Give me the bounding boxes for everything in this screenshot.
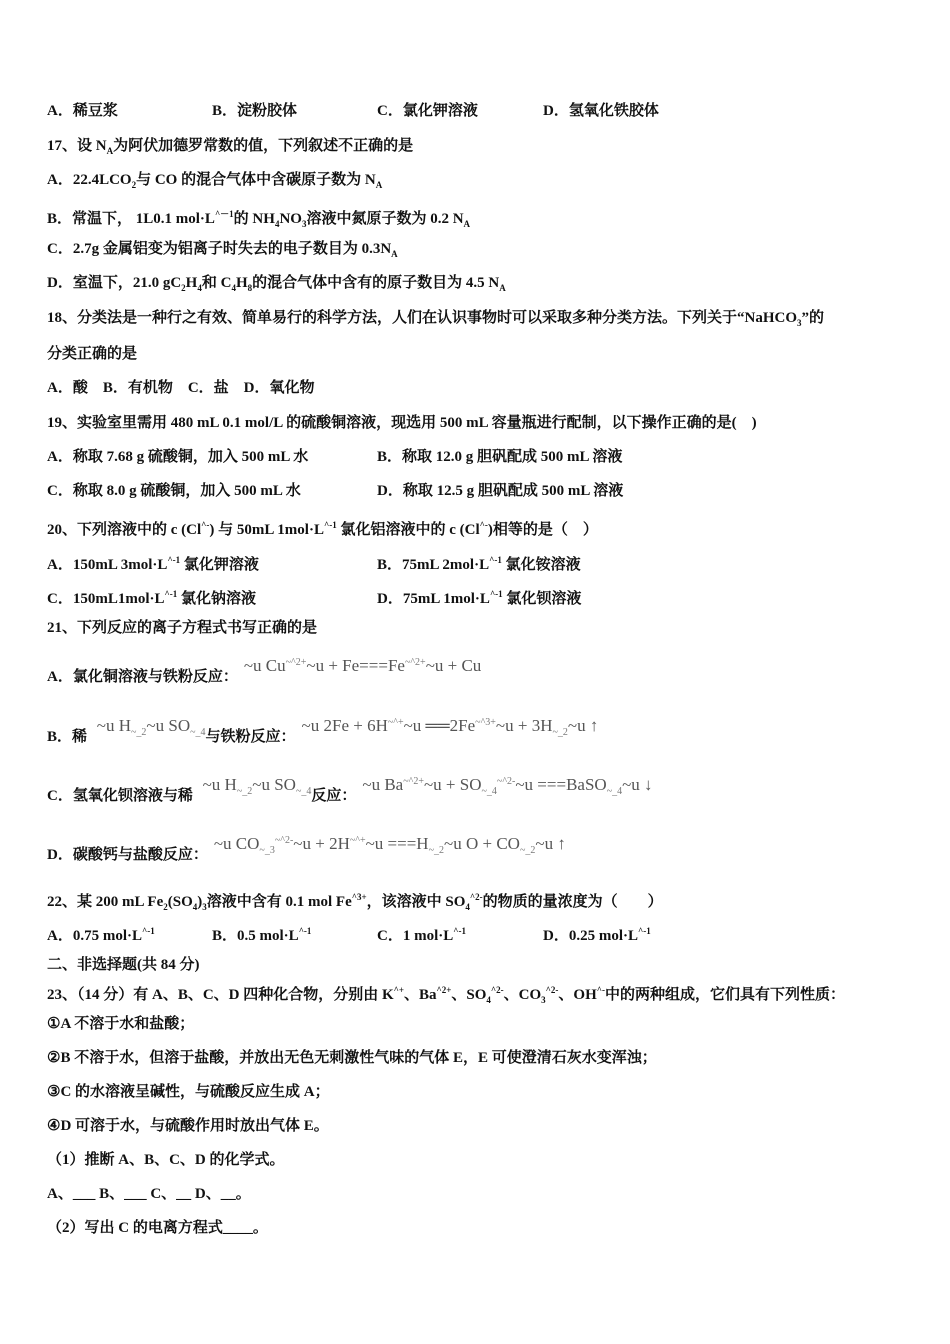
equation-part: ~u H <box>202 775 237 794</box>
text-segment: 21、下列反应的离子方程式书写正确的是 <box>47 620 318 636</box>
subscript: A <box>375 180 383 190</box>
text-segment: B．稀 <box>47 729 91 745</box>
text-segment: 17、设 N <box>47 138 107 154</box>
text-segment: 氯化铝溶液中的 c (Cl <box>336 522 480 538</box>
subscript: 4 <box>231 283 236 293</box>
text-segment: 、CO <box>503 987 542 1003</box>
text-segment: A．0.75 mol·L <box>47 928 143 944</box>
equation-part: ~^2+ <box>404 657 426 668</box>
supscript: ^+ <box>393 985 405 995</box>
equation-part: ~u O + CO <box>444 834 520 853</box>
text-segment: (SO <box>167 894 193 910</box>
text-segment: 二、非选择题(共 84 分) <box>47 957 200 973</box>
subscript: 3 <box>301 219 307 229</box>
subscript: 4 <box>486 995 491 1005</box>
text-segment: C．2.7g 金属铝变为铝离子时失去的电子数目为 0.3N <box>47 241 392 257</box>
equation-part: ~^2+ <box>403 776 424 787</box>
text-segment: 中的两种组成，它们具有下列性质： <box>604 987 845 1003</box>
supscript: ^3+ <box>351 892 367 902</box>
text-segment: 的混合气体中含有的原子数目为 4.5 N <box>252 275 500 291</box>
text-segment: 22、某 200 mL Fe <box>47 894 164 910</box>
supscript: ^2+ <box>436 985 452 995</box>
text-content <box>47 515 598 540</box>
supscript: ^2- <box>545 985 559 995</box>
text-segment: D．碳酸钙与盐酸反应： <box>47 847 208 863</box>
supscript: ^2- <box>490 985 504 995</box>
option-choice <box>47 584 256 609</box>
text-content <box>47 716 599 753</box>
text-segment: D．室温下，21.0 gC <box>47 275 182 291</box>
equation-part: ~u + SO <box>423 775 482 794</box>
subscript: 4 <box>197 283 202 293</box>
text-content <box>47 413 757 433</box>
equation-part: ~u ↓ <box>622 775 653 794</box>
text-content <box>47 955 200 975</box>
text-segment: B．常温下， 1L0.1 mol·L <box>47 211 215 227</box>
text-segment: 、Ba <box>404 987 437 1003</box>
subscript: A <box>106 146 114 156</box>
text-segment: C．氯化钾溶液 <box>377 103 478 119</box>
subscript: A <box>391 249 398 259</box>
text-segment: ②B 不溶于水，但溶于盐酸，并放出无色无刺激性气味的气体 E，E 可使澄清石灰水变浑浊； <box>47 1050 657 1066</box>
subscript: 3 <box>797 318 802 328</box>
equation-part: ~u ══2Fe <box>403 716 476 735</box>
text-content <box>47 1014 194 1034</box>
equation-part: ~_2 <box>428 845 445 856</box>
supscript: ^-1 <box>638 926 651 936</box>
equation-part: ~u CO <box>213 834 260 853</box>
equation-part: ~u 2Fe + 6H <box>301 716 388 735</box>
equation-part: ~_2 <box>236 786 253 797</box>
text-segment: 氯化铵溶液 <box>501 557 581 573</box>
option-choice <box>377 550 581 575</box>
text-segment: 氯化钡溶液 <box>502 591 582 607</box>
subscript: 2 <box>163 902 168 912</box>
supscript: ^-1 <box>164 589 178 599</box>
subscript: A <box>499 283 506 293</box>
text-segment: ”的 <box>801 310 825 326</box>
option-choice <box>543 921 651 946</box>
subscript: 2 <box>181 283 186 293</box>
text-segment: D．75mL 1mol·L <box>377 591 490 607</box>
supscript: ^-1 <box>323 520 337 530</box>
text-segment: ) <box>197 894 203 910</box>
supscript: ^- <box>201 520 210 530</box>
equation-part: ~_4 <box>295 786 312 797</box>
text-segment: 与 CO 的混合气体中含碳原子数为 N <box>136 172 376 188</box>
text-segment: B．淀粉胶体 <box>212 103 298 119</box>
text-segment: H <box>235 275 248 291</box>
text-content <box>47 1184 251 1204</box>
text-segment: 和 C <box>201 275 232 291</box>
text-segment: 为阿伏加德罗常数的值，下列叙述不正确的是 <box>113 138 414 154</box>
equation-part: ~^+ <box>387 717 404 728</box>
equation-part: ~u + Cu <box>425 656 482 675</box>
text-segment: ④D 可溶于水，与硫酸作用时放出气体 E。 <box>47 1118 329 1134</box>
option-choice <box>212 921 311 946</box>
equation-part: ~_4 <box>606 786 623 797</box>
text-content <box>47 136 413 161</box>
supscript: ^-1 <box>298 926 312 936</box>
supscript: ^-1 <box>489 555 502 565</box>
supscript: ^-1 <box>167 555 181 565</box>
text-content <box>47 239 398 264</box>
option-choice <box>377 584 581 609</box>
text-segment: （2）写出 C 的电离方程式____。 <box>47 1220 268 1236</box>
option-choice <box>47 550 259 575</box>
text-segment: 18、分类法是一种行之有效、简单易行的科学方法，人们在认识事物时可以采取多种分类方法。下列关于“NaHCO <box>47 310 798 326</box>
supscript: ^－1 <box>214 209 234 219</box>
equation-part: ~u + Fe===Fe <box>306 656 405 675</box>
text-segment: 分类正确的是 <box>47 346 138 362</box>
equation-part: ~u ↑ <box>567 716 599 735</box>
text-content <box>47 1048 657 1068</box>
text-segment: 的 NH <box>233 211 275 227</box>
option-choice <box>377 447 622 467</box>
text-content <box>47 273 506 298</box>
text-content <box>47 656 482 687</box>
equation-part: ~_2 <box>519 845 536 856</box>
supscript: ^-1 <box>453 926 466 936</box>
text-segment: B．0.5 mol·L <box>212 928 299 944</box>
text-segment: A．150mL 3mol·L <box>47 557 168 573</box>
text-segment: NO <box>279 211 302 227</box>
text-segment: D．氢氧化铁胶体 <box>543 103 659 119</box>
text-segment: 19、实验室里需用 480 mL 0.1 mol/L 的硫酸铜溶液，现选用 500 mL 容量瓶进行配制，以下操作正确的是( ) <box>47 415 757 431</box>
equation-part: ~u SO <box>146 716 191 735</box>
equation-part: ~_3 <box>259 845 275 856</box>
text-segment: 氯化钾溶液 <box>180 557 259 573</box>
text-segment: ) 与 50mL 1mol·L <box>209 522 324 538</box>
subscript: 4 <box>274 219 280 229</box>
text-content <box>47 775 653 812</box>
text-segment: C．150mL1mol·L <box>47 591 165 607</box>
text-content <box>47 344 137 364</box>
text-segment: D．0.25 mol·L <box>543 928 639 944</box>
subscript: 4 <box>465 902 470 912</box>
text-segment: A．氯化铜溶液与铁粉反应： <box>47 669 238 685</box>
text-segment: 与铁粉反应： <box>205 729 296 745</box>
text-segment: B．称取 12.0 g 胆矾配成 500 mL 溶液 <box>377 449 623 465</box>
text-segment: 溶液中氮原子数为 0.2 N <box>306 211 464 227</box>
option-choice <box>212 101 297 121</box>
text-content <box>47 1150 285 1170</box>
supscript: ^-1 <box>142 926 155 936</box>
text-segment: A．酸 B．有机物 C．盐 D．氧化物 <box>47 380 315 396</box>
text-segment: D．称取 12.5 g 胆矾配成 500 mL 溶液 <box>377 483 624 499</box>
equation-part: ~_2 <box>131 727 147 738</box>
text-content <box>47 204 470 234</box>
option-choice <box>47 447 308 467</box>
equation-part: ~^+ <box>349 835 366 846</box>
text-content <box>47 834 566 871</box>
equation-part: ~u ===H <box>365 834 429 853</box>
supscript: ^- <box>596 985 605 995</box>
text-segment: 23、（14 分）有 A、B、C、D 四种化合物，分别由 K <box>47 987 394 1003</box>
text-segment: 的物质的量浓度为（ ） <box>482 894 663 910</box>
text-segment: 、SO <box>451 987 487 1003</box>
option-choice <box>377 101 478 121</box>
option-choice <box>47 101 118 121</box>
text-segment: （1）推断 A、B、C、D 的化学式。 <box>47 1152 285 1168</box>
option-choice <box>377 481 623 501</box>
supscript: ^-1 <box>489 589 503 599</box>
text-content <box>47 1082 330 1102</box>
equation-part: ~u H <box>96 716 131 735</box>
equation-part: ~^2- <box>274 835 294 846</box>
text-segment: A．22.4LCO <box>47 172 132 188</box>
text-content <box>47 170 382 195</box>
equation-part: ~u + 2H <box>293 834 350 853</box>
equation-part: ~u Cu <box>243 656 286 675</box>
equation-part: ~_2 <box>552 727 568 738</box>
text-content <box>47 1218 268 1238</box>
supscript: ^2- <box>469 892 483 902</box>
text-segment: 溶液中含有 0.1 mol Fe <box>206 894 352 910</box>
subscript: 4 <box>192 902 198 912</box>
text-segment: C．氢氧化钡溶液与稀 <box>47 788 197 804</box>
text-segment: )相等的是（ ） <box>487 522 598 538</box>
option-choice <box>377 921 466 946</box>
text-content <box>47 887 663 917</box>
equation-part: ~_4 <box>481 786 497 797</box>
text-content <box>47 378 315 398</box>
equation-part: ~u ↑ <box>535 834 566 853</box>
text-segment: 20、下列溶液中的 c (Cl <box>47 522 202 538</box>
equation-part: ~^2- <box>496 776 516 787</box>
equation-part: ~u Ba <box>362 775 404 794</box>
text-content <box>47 308 824 333</box>
subscript: A <box>463 219 471 229</box>
subscript: 3 <box>541 995 546 1005</box>
equation-part: ~^2+ <box>285 657 307 668</box>
equation-part: ~u SO <box>252 775 296 794</box>
equation-part: ~^3+ <box>475 717 496 728</box>
text-segment: 氯化钠溶液 <box>177 591 257 607</box>
supscript: ^- <box>479 520 488 530</box>
text-segment: B．75mL 2mol·L <box>377 557 490 573</box>
text-content <box>47 980 845 1010</box>
text-segment: C．1 mol·L <box>377 928 454 944</box>
option-choice <box>47 481 301 501</box>
option-choice <box>543 101 659 121</box>
text-segment: A．称取 7.68 g 硫酸铜，加入 500 mL 水 <box>47 449 309 465</box>
text-segment: ①A 不溶于水和盐酸； <box>47 1016 195 1032</box>
subscript: 2 <box>131 180 137 190</box>
text-segment: 、OH <box>558 987 597 1003</box>
text-segment: A．稀豆浆 <box>47 103 118 119</box>
equation-part: ~u ===BaSO <box>515 775 607 794</box>
text-segment: C．称取 8.0 g 硫酸铜，加入 500 mL 水 <box>47 483 301 499</box>
text-segment: A、___ B、___ C、__ D、__。 <box>47 1186 251 1202</box>
text-segment: ③C 的水溶液呈碱性，与硫酸反应生成 A； <box>47 1084 330 1100</box>
text-content <box>47 618 317 638</box>
subscript: 8 <box>247 283 253 293</box>
text-segment: 反应： <box>311 788 357 804</box>
option-choice <box>47 921 155 946</box>
text-segment: H <box>185 275 198 291</box>
text-segment: ，该溶液中 SO <box>366 894 466 910</box>
subscript: 3 <box>202 902 207 912</box>
equation-part: ~u + 3H <box>495 716 553 735</box>
text-content <box>47 1116 329 1136</box>
equation-part: ~_4 <box>190 727 206 738</box>
